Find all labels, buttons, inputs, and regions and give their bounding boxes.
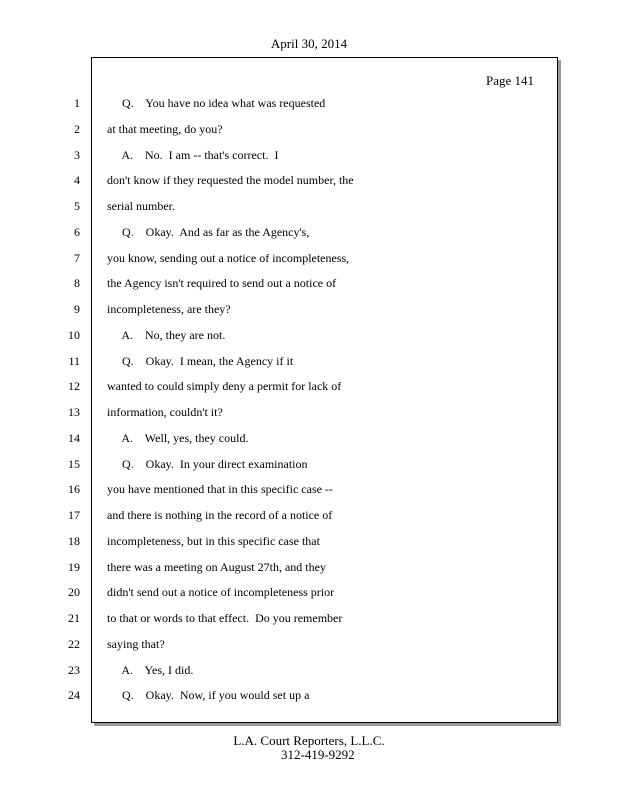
transcript-date: April 30, 2014	[270, 36, 348, 51]
transcript-line: incompleteness, are they?	[107, 302, 231, 316]
transcript-line: there was a meeting on August 27th, and they	[107, 559, 326, 574]
line-number: 22	[68, 636, 80, 651]
line-number: 21	[68, 611, 80, 625]
line-number: 15	[68, 456, 80, 471]
transcript-line: Q. Okay. I mean, the Agency if it	[107, 353, 294, 368]
line-number: 13	[68, 405, 80, 419]
transcript-line: you know, sending out a notice of incompleteness,	[107, 250, 350, 265]
transcript-line: you have mentioned that in this specific case --	[107, 482, 333, 497]
page-number: Page 141	[486, 73, 535, 88]
line-number: 17	[68, 508, 80, 522]
transcript-line: at that meeting, do you?	[107, 121, 223, 136]
line-number: 11	[68, 353, 80, 368]
line-number: 14	[68, 430, 80, 445]
line-number: 6	[74, 224, 80, 239]
transcript-line: Q. Okay. And as far as the Agency's,	[107, 224, 310, 239]
line-number: 4	[74, 173, 80, 188]
transcript-line: wanted to could simply deny a permit for lack of	[107, 379, 342, 394]
footer-company: L.A. Court Reporters, L.L.C.	[233, 733, 385, 748]
line-number: 7	[74, 250, 80, 265]
transcript-line: Q. Okay. Now, if you would set up a	[107, 688, 310, 703]
line-number: 18	[68, 533, 80, 548]
transcript-line: Q. Okay. In your direct examination	[107, 456, 308, 471]
transcript-line: incompleteness, but in this specific case that	[107, 533, 320, 548]
line-number: 1	[74, 96, 80, 110]
transcript-line: information, couldn't it?	[107, 405, 223, 419]
line-number: 3	[74, 147, 80, 162]
line-number: 8	[74, 276, 80, 291]
line-number: 16	[68, 482, 80, 497]
transcript-line: the Agency isn't required to send out a notice of	[107, 276, 337, 291]
transcript-line: Q. You have no idea what was requested	[107, 96, 326, 110]
transcript-line: serial number.	[107, 199, 175, 213]
transcript-line: saying that?	[107, 636, 165, 651]
transcript-line: A. Yes, I did.	[107, 662, 194, 677]
transcript-line: don't know if they requested the model number, the	[107, 173, 354, 188]
line-number: 5	[74, 199, 80, 213]
line-number: 23	[68, 662, 80, 677]
line-number: 9	[74, 302, 80, 316]
line-number: 2	[74, 121, 80, 136]
line-number: 19	[68, 559, 80, 574]
line-number: 12	[68, 379, 80, 394]
transcript-line: didn't send out a notice of incompleteness prior	[107, 585, 335, 600]
transcript-line: and there is nothing in the record of a notice of	[107, 508, 333, 522]
transcript-line: to that or words to that effect. Do you remember	[107, 611, 343, 625]
transcript-line: A. Well, yes, they could.	[107, 430, 249, 445]
transcript-line: A. No. I am -- that's correct. I	[107, 147, 279, 162]
line-number: 20	[68, 585, 80, 600]
line-number: 10	[68, 327, 80, 342]
transcript-line: A. No, they are not.	[107, 327, 226, 342]
line-number: 24	[68, 688, 80, 703]
footer-phone: 312-419-9292	[281, 747, 355, 762]
